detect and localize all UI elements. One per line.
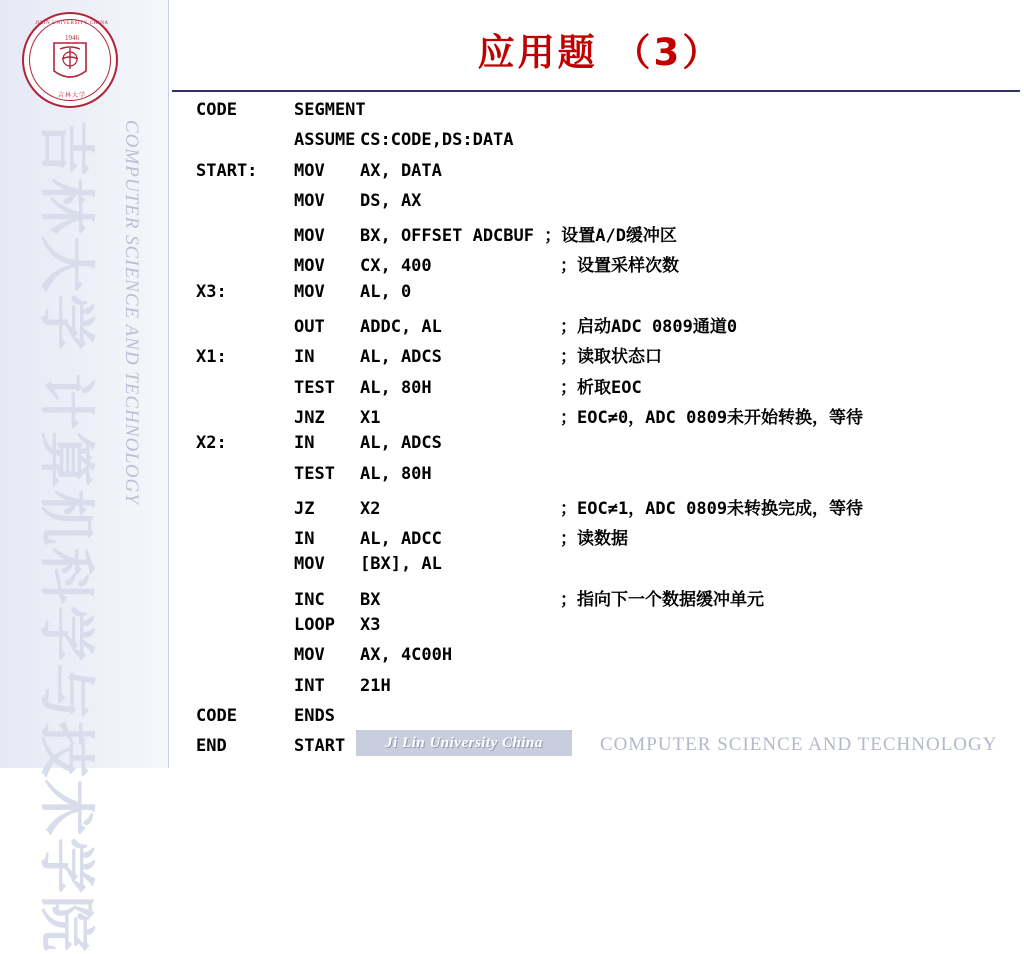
- code-line: [196, 615, 1020, 645]
- code-mnemonic: MOV: [294, 645, 325, 666]
- assembly-code-listing: [196, 100, 1020, 767]
- code-line: [196, 251, 1020, 281]
- code-line: [196, 100, 1020, 130]
- code-mnemonic: JNZ: [294, 407, 325, 428]
- code-mnemonic: MOV: [294, 281, 325, 302]
- code-line: [196, 494, 1020, 524]
- code-line: [196, 312, 1020, 342]
- code-line: [196, 554, 1020, 584]
- code-line: [196, 221, 1020, 251]
- footer-banner-text: Ji Lin University China: [385, 734, 543, 751]
- code-operands: AL, ADCS: [360, 347, 442, 368]
- code-label: END: [196, 736, 227, 757]
- code-mnemonic: TEST: [294, 463, 335, 484]
- logo-crest-icon: [48, 37, 92, 83]
- code-mnemonic: ENDS: [294, 705, 335, 726]
- code-line: [196, 161, 1020, 191]
- sidebar-vertical-english-text: COMPUTER SCIENCE AND TECHNOLOGY: [121, 120, 142, 505]
- code-comment: ；EOC≠0，ADC 0809未开始转换，等待: [560, 407, 864, 428]
- code-mnemonic: MOV: [294, 190, 325, 211]
- code-line: [196, 585, 1020, 615]
- code-operands: [BX], AL: [360, 554, 442, 575]
- code-mnemonic: IN: [294, 529, 315, 550]
- code-mnemonic: IN: [294, 347, 315, 368]
- code-label: X1:: [196, 347, 227, 368]
- code-label: X2:: [196, 433, 227, 454]
- sidebar-vertical-chinese-text: 吉林大学 计算机科学与技术学院: [33, 120, 98, 954]
- code-line: [196, 403, 1020, 433]
- code-operands: AL, 80H: [360, 377, 432, 398]
- code-operands: AL, ADCC: [360, 529, 442, 550]
- code-line: [196, 464, 1020, 494]
- code-operands: AL, 80H: [360, 463, 432, 484]
- code-mnemonic: MOV: [294, 256, 325, 277]
- code-comment: ；读取状态口: [560, 347, 662, 368]
- code-mnemonic: MOV: [294, 226, 325, 247]
- code-operands: AL, ADCS: [360, 433, 442, 454]
- code-mnemonic: INT: [294, 675, 325, 696]
- code-line: [196, 342, 1020, 372]
- logo-top-text: JILIN UNIVERSITY CHINA: [35, 21, 109, 26]
- code-line: [196, 130, 1020, 160]
- code-comment: ；设置采样次数: [560, 256, 679, 277]
- code-operands: AX, DATA: [360, 160, 442, 181]
- code-line: [196, 191, 1020, 221]
- code-operands: CX, 400: [360, 256, 432, 277]
- code-comment: ；读数据: [560, 529, 628, 550]
- code-mnemonic: IN: [294, 433, 315, 454]
- code-line: [196, 433, 1020, 463]
- code-operands: X1: [360, 407, 381, 428]
- title-divider: [172, 90, 1020, 92]
- jilin-university-logo: [22, 12, 118, 108]
- logo-year: 1946: [65, 34, 79, 42]
- code-mnemonic: ASSUME: [294, 130, 356, 151]
- code-line: [196, 373, 1020, 403]
- code-mnemonic: OUT: [294, 317, 325, 338]
- logo-bottom-text: 吉林大学: [57, 93, 86, 99]
- code-label: X3:: [196, 281, 227, 302]
- code-comment: ；启动ADC 0809通道0: [560, 317, 738, 338]
- code-line: [196, 524, 1020, 554]
- code-operands: BX: [360, 589, 381, 610]
- code-line: [196, 706, 1020, 736]
- code-line: [196, 676, 1020, 706]
- footer-banner: [356, 730, 572, 756]
- code-mnemonic: TEST: [294, 377, 335, 398]
- code-label: START:: [196, 160, 258, 181]
- code-mnemonic: MOV: [294, 554, 325, 575]
- code-mnemonic: LOOP: [294, 615, 335, 636]
- code-label: CODE: [196, 705, 237, 726]
- code-operands: AL, 0: [360, 281, 412, 302]
- code-mnemonic: INC: [294, 589, 325, 610]
- code-operands: AX, 4C00H: [360, 645, 453, 666]
- code-operands: 21H: [360, 675, 391, 696]
- code-line: [196, 645, 1020, 675]
- code-mnemonic: START: [294, 736, 346, 757]
- page-title: 应用题 （3）: [477, 31, 723, 74]
- code-operands: X3: [360, 615, 381, 636]
- code-line: [196, 282, 1020, 312]
- code-comment: ；EOC≠1，ADC 0809未转换完成，等待: [560, 498, 864, 519]
- code-operands: DS, AX: [360, 190, 422, 211]
- code-operands: CS:CODE,DS:DATA: [360, 130, 514, 151]
- code-operands: X2: [360, 498, 381, 519]
- code-label: CODE: [196, 100, 237, 120]
- code-mnemonic: SEGMENT: [294, 100, 366, 120]
- code-comment: ；指向下一个数据缓冲单元: [560, 589, 764, 610]
- code-operands: BX, OFFSET ADCBUF ；设置A/D缓冲区: [360, 226, 677, 247]
- code-mnemonic: MOV: [294, 160, 325, 181]
- code-comment: ；析取EOC: [560, 377, 642, 398]
- code-operands: ADDC, AL: [360, 317, 442, 338]
- code-mnemonic: JZ: [294, 498, 315, 519]
- footer-department-text: COMPUTER SCIENCE AND TECHNOLOGY: [600, 734, 998, 755]
